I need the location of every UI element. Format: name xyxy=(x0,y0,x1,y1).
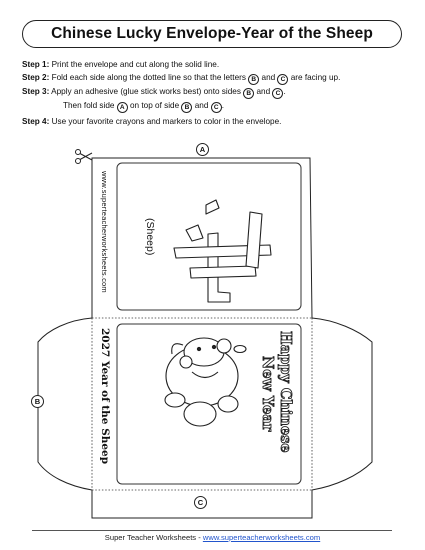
step-text: Fold each side along the dotted line so that the letters xyxy=(51,73,246,82)
sheep-illustration xyxy=(165,338,246,426)
step-label: Step 4: xyxy=(22,117,50,126)
website-vertical: www.superteacherworksheets.com xyxy=(100,171,109,293)
step-text: Print the envelope and cut along the solid line. xyxy=(51,60,220,69)
letter-badge: B xyxy=(181,102,192,113)
step-text: Then fold side xyxy=(63,101,115,110)
step-text: and xyxy=(261,73,276,82)
letter-badge: C xyxy=(272,88,283,99)
side-b-label: B xyxy=(31,395,44,408)
page-title: Chinese Lucky Envelope-Year of the Sheep xyxy=(22,20,402,48)
greeting-line-1: Happy Chinese xyxy=(277,331,294,453)
footer-link[interactable]: www.superteacherworksheets.com xyxy=(202,533,321,542)
side-a-label: A xyxy=(196,143,209,156)
step-label: Step 3: xyxy=(22,87,50,96)
letter-badge: A xyxy=(117,102,128,113)
greeting-line-2: New Year xyxy=(259,356,276,432)
step-text: Use your favorite crayons and markers to color in the envelope. xyxy=(51,117,282,126)
step-text: on top of side xyxy=(130,101,180,110)
sheep-character-art xyxy=(174,200,271,302)
step-text: . xyxy=(221,101,224,110)
footer xyxy=(0,533,425,542)
letter-badge: C xyxy=(277,74,288,85)
footer-separator: - xyxy=(196,533,203,542)
scissors-icon xyxy=(76,150,93,164)
year-text: 2027 Year of the Sheep xyxy=(99,328,111,465)
step-text: and xyxy=(194,101,209,110)
letter-badge: C xyxy=(211,102,222,113)
footer-brand: Super Teacher Worksheets xyxy=(104,533,197,542)
step-text: Apply an adhesive (glue stick works best) onto sides xyxy=(51,87,241,96)
letter-badge: B xyxy=(248,74,259,85)
footer-divider xyxy=(32,530,392,531)
step-text: are facing up. xyxy=(290,73,341,82)
step-label: Step 2: xyxy=(22,73,50,82)
step-text: . xyxy=(283,87,286,96)
step-label: Step 1: xyxy=(22,60,50,69)
side-c-label: C xyxy=(194,496,207,509)
sheep-word: (Sheep) xyxy=(144,218,156,256)
step-text: and xyxy=(256,87,271,96)
letter-badge: B xyxy=(243,88,254,99)
